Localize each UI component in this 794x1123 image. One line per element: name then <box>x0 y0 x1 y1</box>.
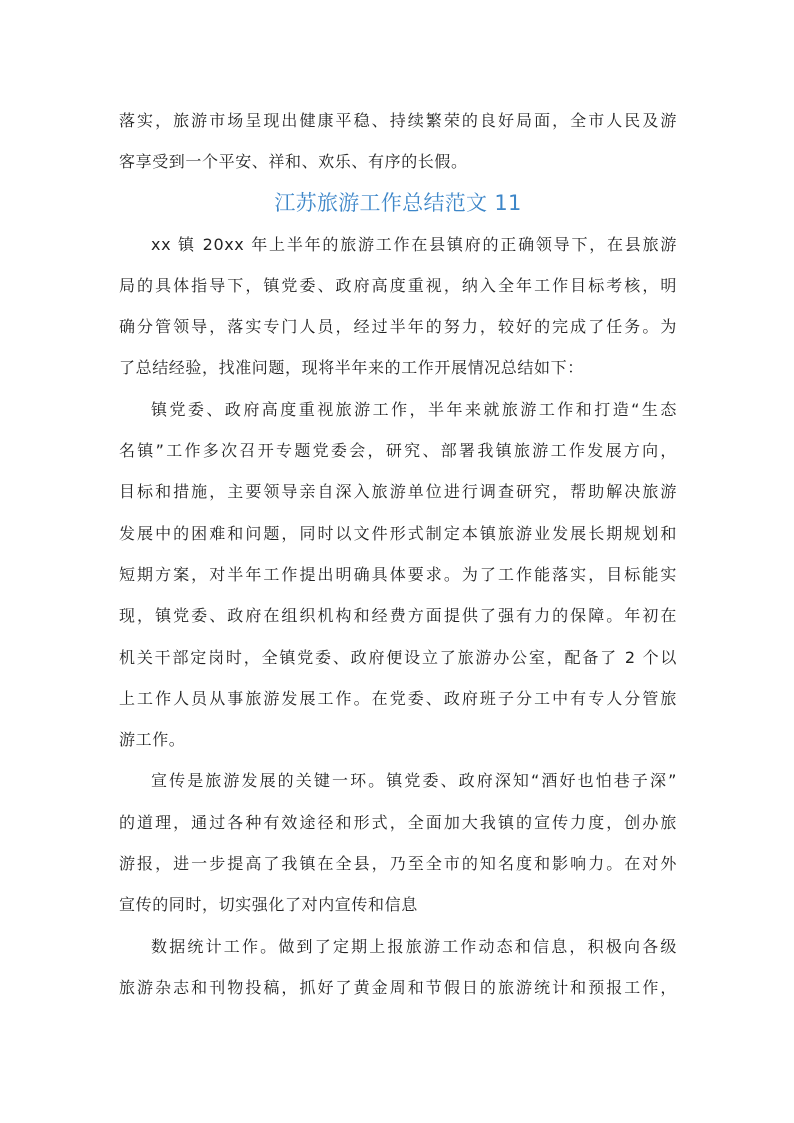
text-line: 数据统计工作。做到了定期上报旅游工作动态和信息，积极向各级 <box>151 936 677 956</box>
text-line: 现，镇党委、政府在组织机构和经费方面提供了强有力的保障。年初在 <box>119 606 677 626</box>
text-line: 上工作人员从事旅游发展工作。在党委、政府班子分工中有专人分管旅 <box>119 688 677 708</box>
text-line: 发展中的困难和问题，同时以文件形式制定本镇旅游业发展长期规划和 <box>119 523 677 543</box>
section-title: 江苏旅游工作总结范文 11 <box>274 190 522 215</box>
text-line: 客享受到一个平安、祥和、欢乐、有序的长假。 <box>119 152 468 172</box>
text-line: 目标和措施，主要领导亲自深入旅游单位进行调查研究，帮助解决旅游 <box>119 482 677 502</box>
text-line: 游报，进一步提高了我镇在全县，乃至全市的知名度和影响力。在对外 <box>119 854 677 874</box>
text-line: 镇党委、政府高度重视旅游工作，半年来就旅游工作和打造“生态 <box>151 399 677 419</box>
paragraph-1 <box>119 224 677 389</box>
paragraph-2 <box>119 389 677 761</box>
document-body <box>119 100 677 1008</box>
text-line: 机关干部定岗时，全镇党委、政府便设立了旅游办公室，配备了 2 个以 <box>119 647 677 667</box>
paragraph-3 <box>119 760 677 925</box>
text-line: 的道理，通过各种有效途径和形式，全面加大我镇的宣传力度，创办旅 <box>119 812 677 832</box>
text-line: 宣传的同时，切实强化了对内宣传和信息 <box>119 895 418 915</box>
text-line: 确分管领导，落实专门人员，经过半年的努力，较好的完成了任务。为 <box>119 317 677 337</box>
text-line: 宣传是旅游发展的关键一环。镇党委、政府深知“酒好也怕巷子深” <box>151 771 677 791</box>
text-line: 了总结经验，找准问题，现将半年来的工作开展情况总结如下： <box>119 358 584 378</box>
text-line: 游工作。 <box>119 730 186 750</box>
text-line: 局的具体指导下，镇党委、政府高度重视，纳入全年工作目标考核，明 <box>119 275 677 295</box>
text-line: 名镇”工作多次召开专题党委会，研究、部署我镇旅游工作发展方向， <box>119 441 677 461</box>
intro-paragraph <box>119 100 677 183</box>
text-line: xx 镇 20xx 年上半年的旅游工作在县镇府的正确领导下，在县旅游 <box>151 234 677 254</box>
text-line: 旅游杂志和刊物投稿，抓好了黄金周和节假日的旅游统计和预报工作， <box>119 977 677 997</box>
text-line: 短期方案，对半年工作提出明确具体要求。为了工作能落实，目标能实 <box>119 564 677 584</box>
paragraph-4 <box>119 926 677 1009</box>
text-line: 落实，旅游市场呈现出健康平稳、持续繁荣的良好局面，全市人民及游 <box>119 111 677 130</box>
